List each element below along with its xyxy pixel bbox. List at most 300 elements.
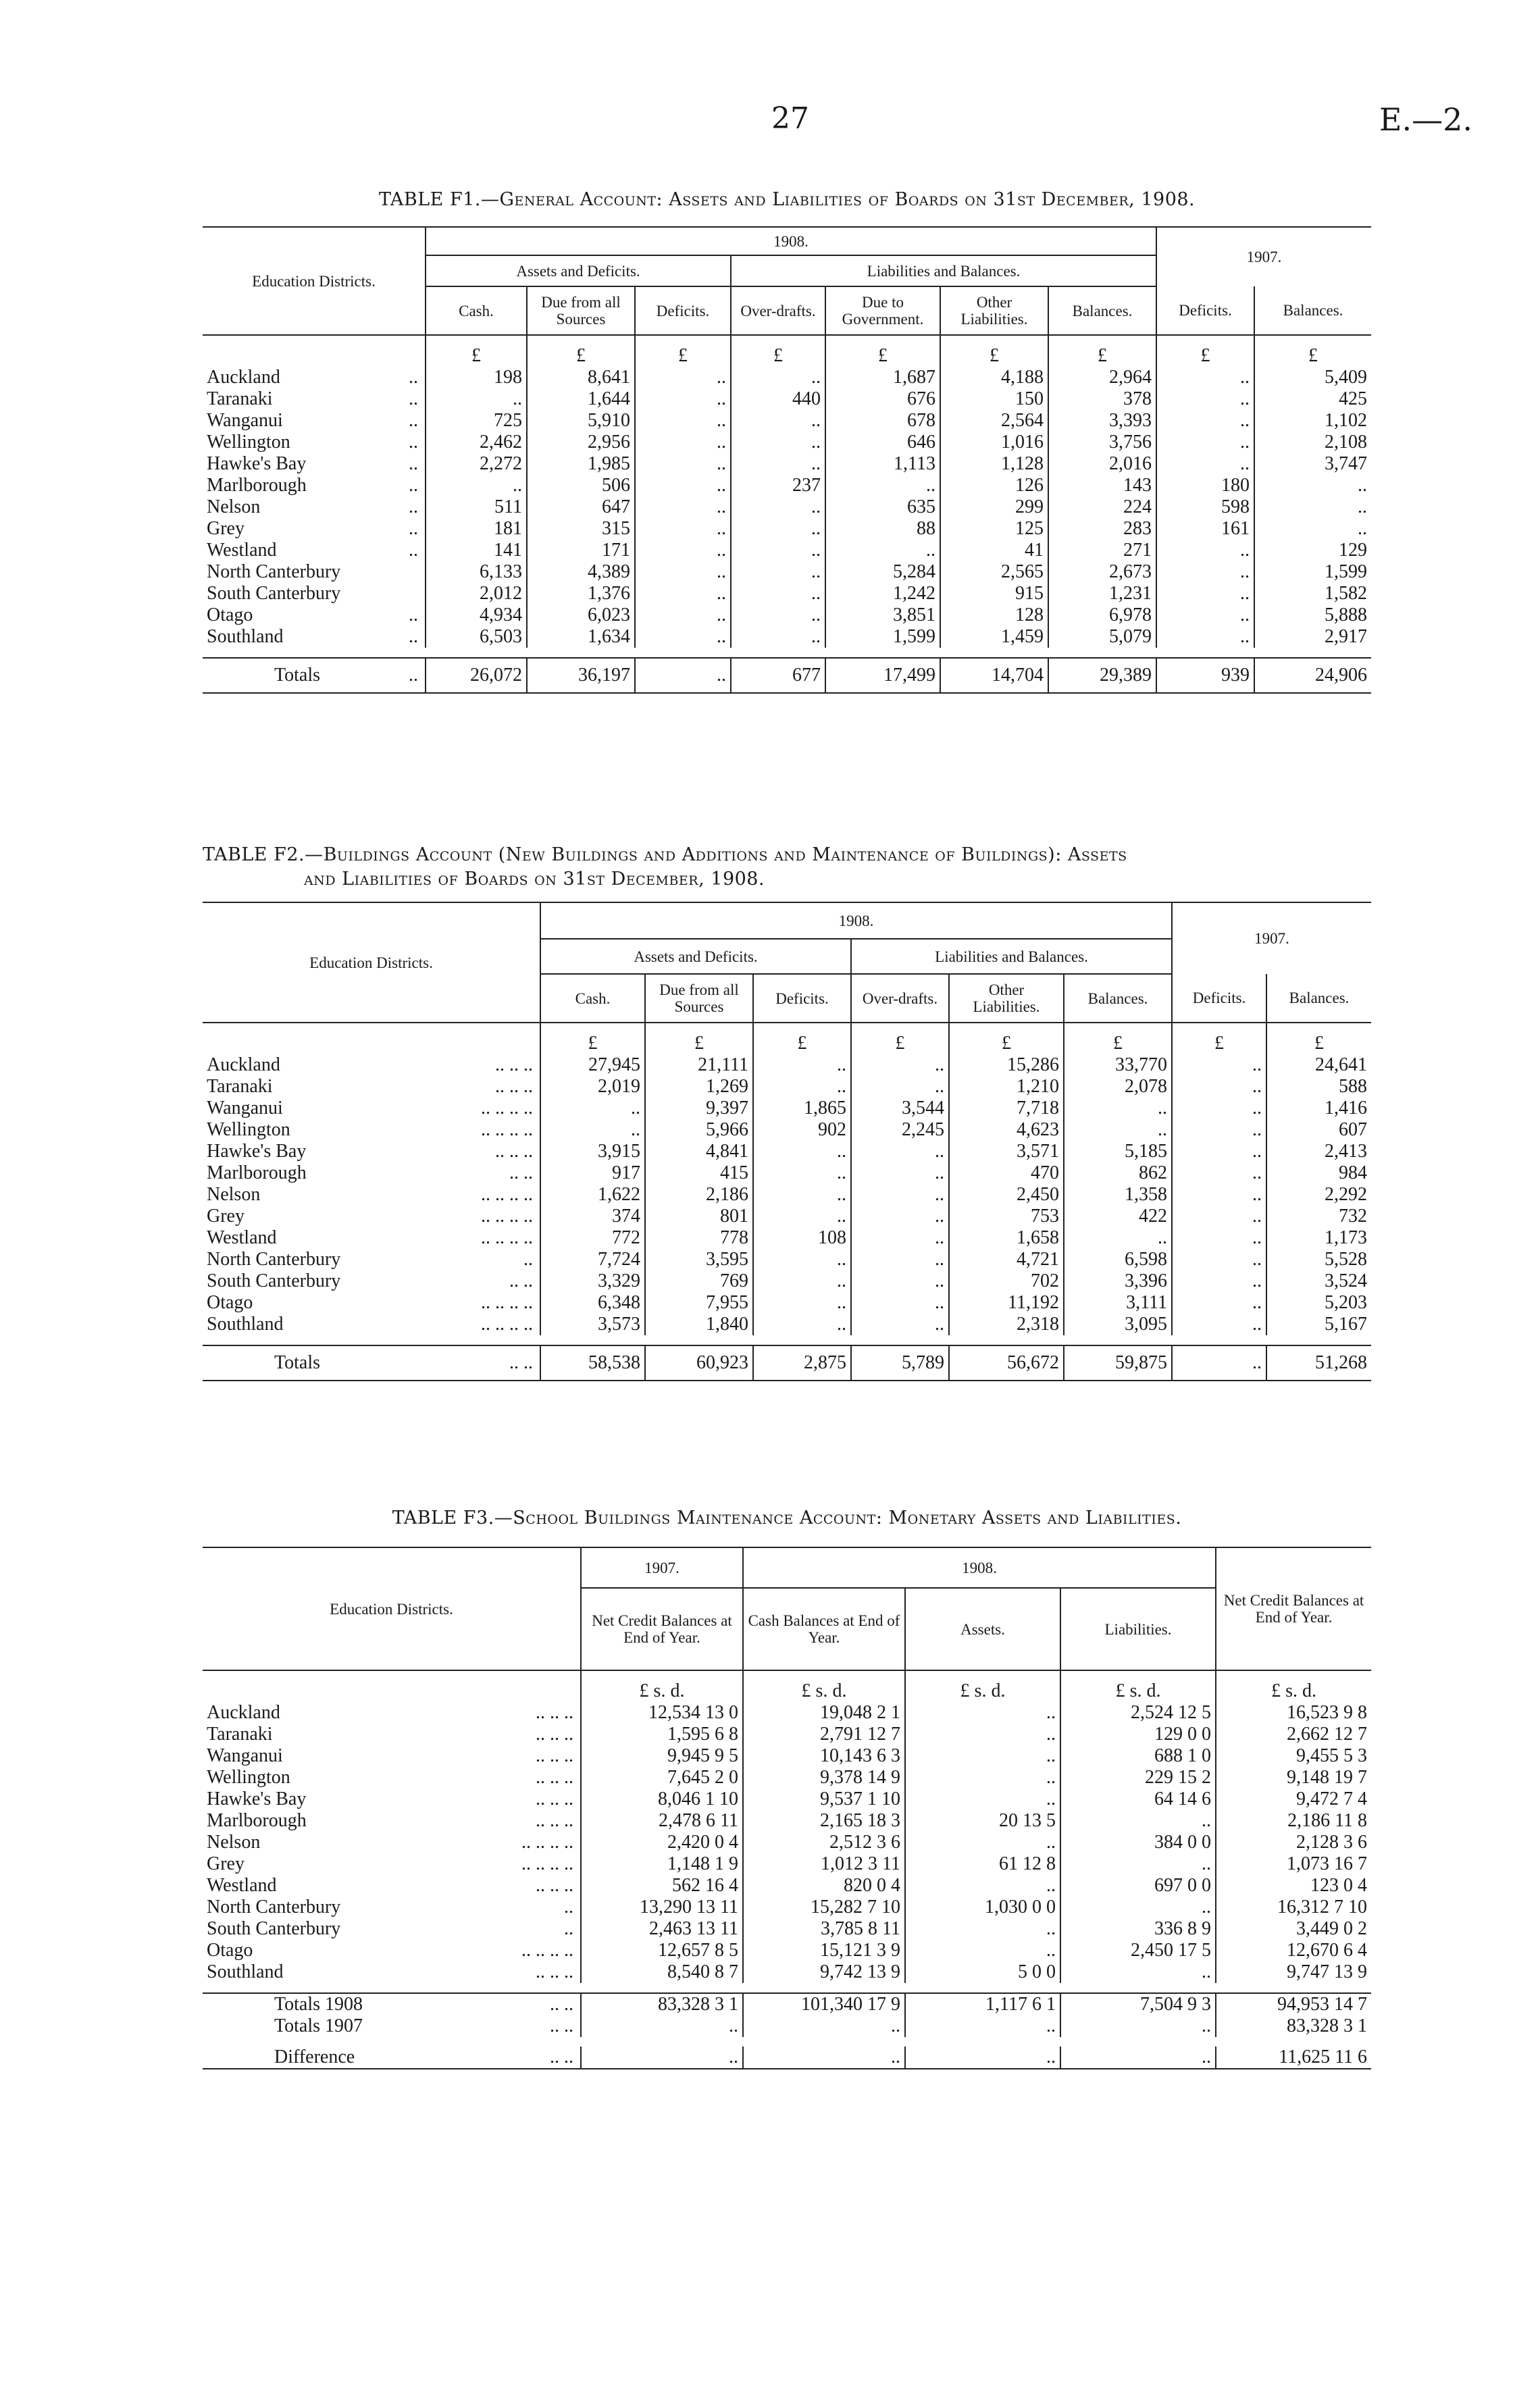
value-cell: .. <box>1064 1227 1172 1249</box>
leader-dots: .. <box>564 1918 573 1939</box>
district-name: Hawke's Bay <box>207 1141 307 1162</box>
value-cell: 3,449 0 2 <box>1216 1918 1371 1940</box>
value-cell: .. <box>581 2015 743 2037</box>
district-cell <box>203 1993 581 2015</box>
district-name: Grey <box>207 1206 245 1227</box>
value-cell: .. <box>905 1918 1060 1940</box>
value-cell: 6,023 <box>527 604 635 626</box>
value-cell: .. <box>1172 1270 1266 1292</box>
value-cell: 917 <box>540 1162 645 1184</box>
totals-1908-row <box>203 1993 1371 2015</box>
value-cell: 422 <box>1064 1206 1172 1227</box>
district-cell <box>203 1940 581 1961</box>
district-cell <box>203 1141 540 1162</box>
value-cell: 17,499 <box>825 658 940 693</box>
district-name: Wellington <box>207 1767 290 1788</box>
district-name: Wanganui <box>207 1098 283 1118</box>
col-overdrafts: Over-drafts. <box>731 286 825 335</box>
value-cell: .. <box>851 1162 949 1184</box>
value-cell: 3,111 <box>1064 1292 1172 1314</box>
unit-label: £ <box>527 335 635 367</box>
table-row <box>203 561 1371 583</box>
value-cell: 4,841 <box>645 1141 753 1162</box>
value-cell: 1,113 <box>825 453 940 475</box>
leader-dots: .. .. .. .. <box>481 1227 533 1248</box>
value-cell: 3,851 <box>825 604 940 626</box>
table-f3-title-prefix: TABLE F3.— <box>392 1508 513 1528</box>
district-cell <box>203 1098 540 1119</box>
value-cell: .. <box>851 1270 949 1292</box>
value-cell: 588 <box>1266 1076 1371 1098</box>
leader-dots: .. <box>409 540 418 561</box>
value-cell: 9,378 14 9 <box>743 1767 905 1789</box>
value-cell: 3,573 <box>540 1314 645 1335</box>
leader-dots: .. .. .. .. <box>521 1853 573 1874</box>
value-cell: 635 <box>825 496 940 518</box>
value-cell: 61 12 8 <box>905 1853 1060 1875</box>
leader-dots: .. <box>409 496 418 517</box>
value-cell: 2,662 12 7 <box>1216 1724 1371 1745</box>
value-cell: 3,524 <box>1266 1270 1371 1292</box>
leader-dots: .. .. .. <box>536 1961 573 1982</box>
value-cell: 3,785 8 11 <box>743 1918 905 1940</box>
leader-dots: .. <box>409 475 418 496</box>
table-row <box>203 367 1371 388</box>
value-cell: 126 <box>940 475 1048 496</box>
table-row <box>203 453 1371 475</box>
table-row <box>203 1918 1371 1940</box>
value-cell: .. <box>731 432 825 453</box>
value-cell: 1,073 16 7 <box>1216 1853 1371 1875</box>
value-cell: 5,284 <box>825 561 940 583</box>
value-cell: 4,389 <box>527 561 635 583</box>
table-row <box>203 1875 1371 1897</box>
value-cell: .. <box>1060 1897 1216 1918</box>
district-cell <box>203 388 426 410</box>
value-cell: 7,724 <box>540 1249 645 1270</box>
value-cell: .. <box>635 410 731 432</box>
units-row <box>203 1670 1371 1702</box>
value-cell: .. <box>731 367 825 388</box>
table-row <box>203 1832 1371 1853</box>
unit-label: £ <box>731 335 825 367</box>
value-cell: .. <box>1254 475 1371 496</box>
unit-label: £ <box>1156 335 1254 367</box>
district-cell <box>203 1076 540 1098</box>
table-f2-title-line1: TABLE F2.—Buildings Account (New Buildings and Additions and Maintenance of Buildings): Assets <box>203 844 1127 865</box>
value-cell: 3,329 <box>540 1270 645 1292</box>
value-cell: 2,964 <box>1048 367 1156 388</box>
value-cell: 271 <box>1048 540 1156 561</box>
value-cell: 20 13 5 <box>905 1810 1060 1832</box>
value-cell: 2,463 13 11 <box>581 1918 743 1940</box>
value-cell: .. <box>905 1767 1060 1789</box>
value-cell: 3,544 <box>851 1098 949 1119</box>
value-cell: 2,186 11 8 <box>1216 1810 1371 1832</box>
value-cell: .. <box>1172 1076 1266 1098</box>
table-row <box>203 1270 1371 1292</box>
value-cell: 83,328 3 1 <box>581 1993 743 2015</box>
value-cell: 13,290 13 11 <box>581 1897 743 1918</box>
value-cell: .. <box>731 540 825 561</box>
value-cell: 2,524 12 5 <box>1060 1702 1216 1724</box>
value-cell: 801 <box>645 1206 753 1227</box>
table-row <box>203 1249 1371 1270</box>
unit-label: £ s. d. <box>1216 1670 1371 1702</box>
value-cell: 598 <box>1156 496 1254 518</box>
value-cell: 2,673 <box>1048 561 1156 583</box>
value-cell: 83,328 3 1 <box>1216 2015 1371 2037</box>
district-cell <box>203 1227 540 1249</box>
value-cell: 2,165 18 3 <box>743 1810 905 1832</box>
leader-dots: .. <box>409 604 418 625</box>
col-other-liabilities: Other Liabilities. <box>940 286 1048 335</box>
value-cell: 16,523 9 8 <box>1216 1702 1371 1724</box>
value-cell: 1,459 <box>940 626 1048 648</box>
district-name: Otago <box>207 1292 253 1313</box>
value-cell: .. <box>1172 1292 1266 1314</box>
value-cell: .. <box>753 1141 851 1162</box>
col-due-from: Due from all Sources <box>527 286 635 335</box>
value-cell: 6,503 <box>426 626 527 648</box>
col-due-to-government: Due to Government. <box>825 286 940 335</box>
value-cell: 12,657 8 5 <box>581 1940 743 1961</box>
table-row <box>203 1184 1371 1206</box>
value-cell: .. <box>743 2047 905 2069</box>
col-deficits-1907: Deficits. <box>1172 974 1266 1023</box>
value-cell: .. <box>731 583 825 604</box>
table-row <box>203 1853 1371 1875</box>
value-cell: .. <box>1156 367 1254 388</box>
value-cell: 11,192 <box>949 1292 1064 1314</box>
district-cell <box>203 1292 540 1314</box>
unit-label: £ <box>949 1023 1064 1054</box>
value-cell: 3,756 <box>1048 432 1156 453</box>
value-cell: 8,641 <box>527 367 635 388</box>
value-cell: 2,019 <box>540 1076 645 1098</box>
value-cell: 1,016 <box>940 432 1048 453</box>
value-cell: .. <box>635 453 731 475</box>
district-name: Marlborough <box>207 1162 307 1183</box>
value-cell: .. <box>1172 1162 1266 1184</box>
header-assets-deficits: Assets and Deficits. <box>426 255 731 286</box>
leader-dots: .. <box>564 1897 573 1918</box>
value-cell: 19,048 2 1 <box>743 1702 905 1724</box>
unit-label: £ <box>1266 1023 1371 1054</box>
leader-dots: .. .. <box>550 1994 573 2015</box>
district-name: Totals 1907 <box>274 2015 363 2036</box>
value-cell: 5,079 <box>1048 626 1156 648</box>
district-cell <box>203 1918 581 1940</box>
value-cell: 425 <box>1254 388 1371 410</box>
value-cell: 9,148 19 7 <box>1216 1767 1371 1789</box>
value-cell: 2,462 <box>426 432 527 453</box>
table-row <box>203 1810 1371 1832</box>
value-cell: .. <box>753 1249 851 1270</box>
value-cell: 2,420 0 4 <box>581 1832 743 1853</box>
value-cell: 2,564 <box>940 410 1048 432</box>
leader-dots: .. <box>409 388 418 409</box>
district-name: Marlborough <box>207 1810 307 1831</box>
table-row <box>203 1724 1371 1745</box>
value-cell: 384 0 0 <box>1060 1832 1216 1853</box>
table-row <box>203 1789 1371 1810</box>
value-cell: 5,789 <box>851 1345 949 1381</box>
value-cell: 94,953 14 7 <box>1216 1993 1371 2015</box>
leader-dots: .. .. .. .. <box>521 1832 573 1853</box>
value-cell: 378 <box>1048 388 1156 410</box>
col-cash: Cash. <box>540 974 645 1023</box>
value-cell: 3,747 <box>1254 453 1371 475</box>
value-cell: .. <box>1254 518 1371 540</box>
header-liabilities-balances: Liabilities and Balances. <box>731 255 1156 286</box>
value-cell: .. <box>753 1162 851 1184</box>
value-cell: 7,645 2 0 <box>581 1767 743 1789</box>
district-cell <box>203 1249 540 1270</box>
district-cell <box>203 1702 581 1724</box>
table-row <box>203 1098 1371 1119</box>
col-balances-1907: Balances. <box>1254 286 1371 335</box>
value-cell: 939 <box>1156 658 1254 693</box>
value-cell: .. <box>731 410 825 432</box>
value-cell: .. <box>581 2047 743 2069</box>
leader-dots: .. .. .. <box>536 1767 573 1788</box>
district-name: Otago <box>207 604 253 625</box>
table-f1-title-prefix: TABLE F1.— <box>378 189 500 210</box>
value-cell: 1,376 <box>527 583 635 604</box>
value-cell: 9,455 5 3 <box>1216 1745 1371 1767</box>
document-reference: E.—2. <box>1379 101 1472 138</box>
district-cell <box>203 583 426 604</box>
value-cell: 506 <box>527 475 635 496</box>
col-cash: Cash. <box>426 286 527 335</box>
value-cell: 1,231 <box>1048 583 1156 604</box>
value-cell: 2,956 <box>527 432 635 453</box>
value-cell: 129 0 0 <box>1060 1724 1216 1745</box>
header-1907: 1907. <box>1156 227 1371 286</box>
leader-dots: .. <box>409 626 418 647</box>
value-cell: 732 <box>1266 1206 1371 1227</box>
district-name: Nelson <box>207 1184 261 1205</box>
table-row <box>203 1897 1371 1918</box>
district-name: Hawke's Bay <box>207 453 307 474</box>
value-cell: 8,540 8 7 <box>581 1961 743 1983</box>
value-cell: 1,644 <box>527 388 635 410</box>
value-cell: 511 <box>426 496 527 518</box>
value-cell: .. <box>1172 1206 1266 1227</box>
district-name: Auckland <box>207 1702 280 1723</box>
table-row <box>203 583 1371 604</box>
table-row <box>203 1314 1371 1335</box>
leader-dots: .. <box>409 518 418 539</box>
value-cell: 3,595 <box>645 1249 753 1270</box>
unit-label: £ <box>1254 335 1371 367</box>
units-row-label <box>203 1023 540 1054</box>
unit-label: £ <box>635 335 731 367</box>
value-cell: 15,286 <box>949 1054 1064 1076</box>
leader-dots: .. <box>523 1249 533 1270</box>
value-cell: .. <box>1064 1119 1172 1141</box>
col-deficits: Deficits. <box>753 974 851 1023</box>
value-cell: 123 0 4 <box>1216 1875 1371 1897</box>
value-cell: 676 <box>825 388 940 410</box>
value-cell: .. <box>905 1789 1060 1810</box>
value-cell: 5,966 <box>645 1119 753 1141</box>
leader-dots: .. .. <box>550 2047 573 2067</box>
unit-label: £ <box>1172 1023 1266 1054</box>
value-cell: 1,622 <box>540 1184 645 1206</box>
district-cell <box>203 410 426 432</box>
value-cell: 415 <box>645 1162 753 1184</box>
value-cell: 64 14 6 <box>1060 1789 1216 1810</box>
unit-label: £ <box>851 1023 949 1054</box>
value-cell: 9,945 9 5 <box>581 1745 743 1767</box>
district-cell <box>203 518 426 540</box>
value-cell: 1,582 <box>1254 583 1371 604</box>
value-cell: .. <box>753 1292 851 1314</box>
value-cell: 3,393 <box>1048 410 1156 432</box>
table-row <box>203 604 1371 626</box>
value-cell: 1,128 <box>940 453 1048 475</box>
value-cell: 862 <box>1064 1162 1172 1184</box>
table-f3 <box>203 1547 1371 2069</box>
district-cell <box>203 540 426 561</box>
value-cell: 4,721 <box>949 1249 1064 1270</box>
value-cell: 440 <box>731 388 825 410</box>
value-cell: 21,111 <box>645 1054 753 1076</box>
col-deficits: Deficits. <box>635 286 731 335</box>
value-cell: 2,108 <box>1254 432 1371 453</box>
value-cell: 24,641 <box>1266 1054 1371 1076</box>
value-cell: 129 <box>1254 540 1371 561</box>
value-cell: 3,915 <box>540 1141 645 1162</box>
difference-row <box>203 2047 1371 2069</box>
leader-dots: .. .. .. <box>495 1054 533 1075</box>
district-cell <box>203 658 426 693</box>
value-cell: 26,072 <box>426 658 527 693</box>
district-name: Wellington <box>207 432 290 453</box>
value-cell: .. <box>1156 540 1254 561</box>
value-cell: 59,875 <box>1064 1345 1172 1381</box>
district-cell <box>203 367 426 388</box>
value-cell: 470 <box>949 1162 1064 1184</box>
value-cell: .. <box>1172 1054 1266 1076</box>
value-cell: .. <box>635 604 731 626</box>
value-cell: 6,348 <box>540 1292 645 1314</box>
value-cell: 1,242 <box>825 583 940 604</box>
value-cell: 778 <box>645 1227 753 1249</box>
value-cell: 725 <box>426 410 527 432</box>
value-cell: 2,016 <box>1048 453 1156 475</box>
district-name: North Canterbury <box>207 1249 341 1270</box>
value-cell: 1,358 <box>1064 1184 1172 1206</box>
value-cell: 2,292 <box>1266 1184 1371 1206</box>
value-cell: 29,389 <box>1048 658 1156 693</box>
value-cell: .. <box>426 475 527 496</box>
value-cell: .. <box>1060 1810 1216 1832</box>
value-cell: .. <box>426 388 527 410</box>
table-row <box>203 1292 1371 1314</box>
district-name: Southland <box>207 1314 284 1335</box>
value-cell: .. <box>731 518 825 540</box>
leader-dots: .. <box>409 453 418 474</box>
table-row <box>203 1940 1371 1961</box>
page-number: 27 <box>771 101 809 136</box>
table-row <box>203 1076 1371 1098</box>
district-cell <box>203 1162 540 1184</box>
value-cell: 88 <box>825 518 940 540</box>
col-balances-1907: Balances. <box>1266 974 1371 1023</box>
table-f2-title <box>203 843 1371 892</box>
district-cell <box>203 453 426 475</box>
value-cell: 4,623 <box>949 1119 1064 1141</box>
unit-label: £ <box>825 335 940 367</box>
district-name: Taranaki <box>207 388 273 409</box>
value-cell: 1,117 6 1 <box>905 1993 1060 2015</box>
table-f3-title-text: School Buildings Maintenance Account: Monetary Assets and Liabilities. <box>513 1508 1182 1528</box>
table-row <box>203 1119 1371 1141</box>
district-name: Otago <box>207 1940 253 1961</box>
value-cell: .. <box>825 540 940 561</box>
value-cell: .. <box>905 2015 1060 2037</box>
value-cell: 2,245 <box>851 1119 949 1141</box>
value-cell: 2,512 3 6 <box>743 1832 905 1853</box>
table-row <box>203 496 1371 518</box>
value-cell: 374 <box>540 1206 645 1227</box>
value-cell: .. <box>1156 583 1254 604</box>
value-cell: .. <box>905 1745 1060 1767</box>
value-cell: .. <box>753 1206 851 1227</box>
table-row <box>203 1227 1371 1249</box>
value-cell: .. <box>540 1119 645 1141</box>
unit-label: £ s. d. <box>581 1670 743 1702</box>
value-cell: .. <box>905 1875 1060 1897</box>
value-cell: 1,030 0 0 <box>905 1897 1060 1918</box>
leader-dots: .. .. .. <box>536 1702 573 1723</box>
value-cell: 9,747 13 9 <box>1216 1961 1371 1983</box>
table-row <box>203 1141 1371 1162</box>
leader-dots: .. .. <box>509 1352 533 1373</box>
value-cell: 2,318 <box>949 1314 1064 1335</box>
district-cell <box>203 1724 581 1745</box>
value-cell: 8,046 1 10 <box>581 1789 743 1810</box>
value-cell: 5,888 <box>1254 604 1371 626</box>
value-cell: .. <box>1060 2015 1216 2037</box>
leader-dots: .. <box>409 410 418 431</box>
value-cell: .. <box>905 1702 1060 1724</box>
unit-label: £ <box>940 335 1048 367</box>
value-cell: 1,634 <box>527 626 635 648</box>
table-row <box>203 1054 1371 1076</box>
header-education-districts: Education Districts. <box>252 272 376 290</box>
leader-dots: .. .. <box>509 1270 533 1291</box>
value-cell: 180 <box>1156 475 1254 496</box>
value-cell: 1,012 3 11 <box>743 1853 905 1875</box>
district-name: South Canterbury <box>207 1270 341 1291</box>
value-cell: 5,167 <box>1266 1314 1371 1335</box>
value-cell: 24,906 <box>1254 658 1371 693</box>
header-1908: 1908. <box>743 1547 1216 1588</box>
value-cell: .. <box>635 388 731 410</box>
value-cell: 6,598 <box>1064 1249 1172 1270</box>
value-cell: .. <box>540 1098 645 1119</box>
table-row <box>203 540 1371 561</box>
district-cell <box>203 496 426 518</box>
district-name: Grey <box>207 518 245 539</box>
header-liabilities-balances: Liabilities and Balances. <box>851 939 1172 974</box>
value-cell: 36,197 <box>527 658 635 693</box>
district-name: Grey <box>207 1853 245 1874</box>
